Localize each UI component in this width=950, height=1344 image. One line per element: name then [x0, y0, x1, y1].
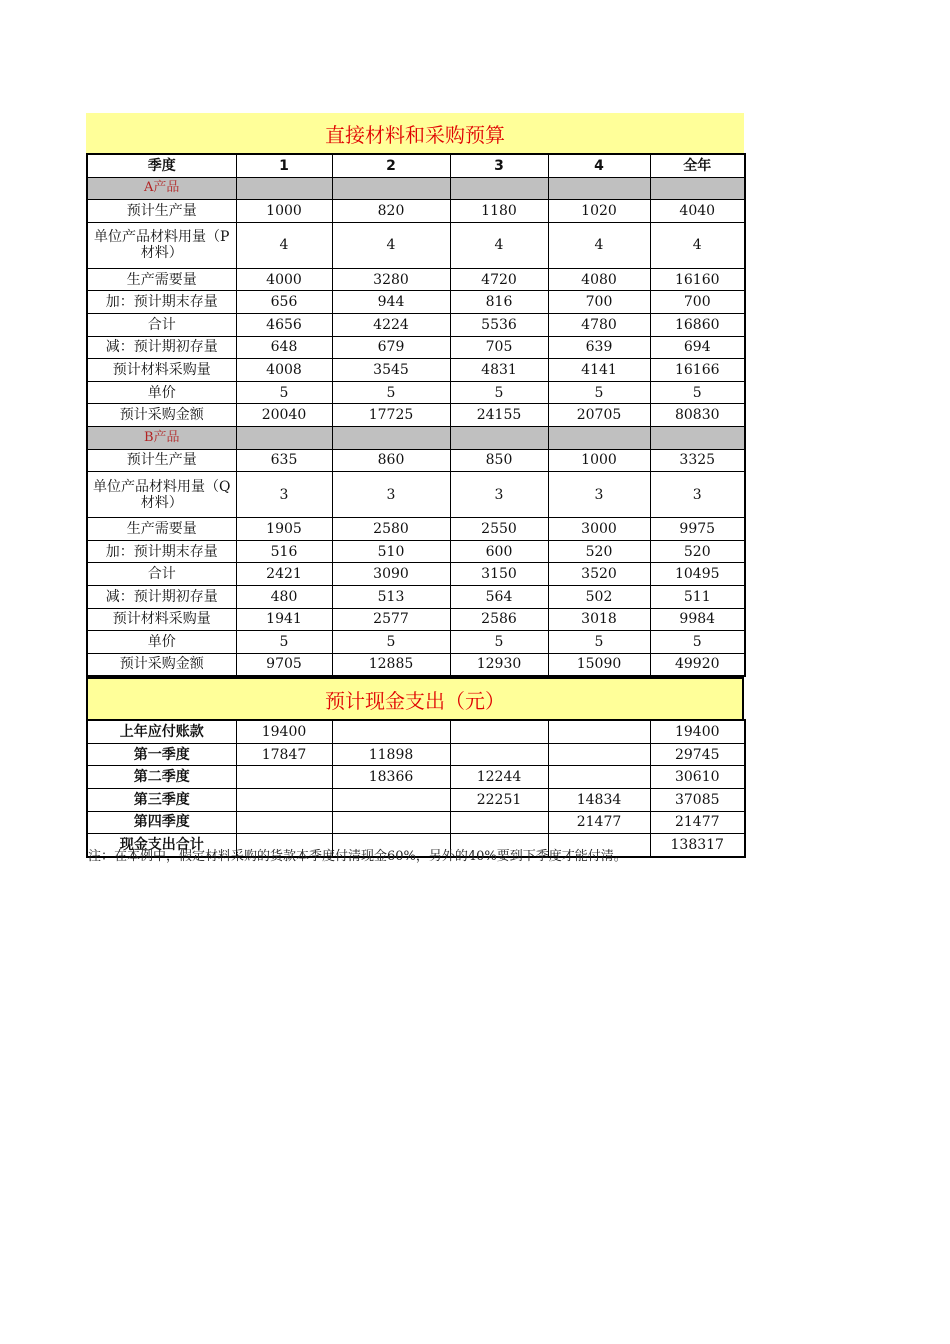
cash-value-cell: 18366 [332, 766, 450, 789]
value-cell: 564 [450, 585, 548, 608]
value-cell: 5 [548, 381, 650, 404]
value-cell: 656 [236, 291, 332, 314]
value-cell: 4831 [450, 359, 548, 382]
cash-value-cell: 14834 [548, 789, 650, 812]
table-row [87, 313, 745, 336]
cash-value-cell: 19400 [650, 720, 745, 743]
value-cell: 3000 [548, 518, 650, 541]
row-label: 生产需要量 [87, 268, 236, 291]
value-cell: 5 [332, 631, 450, 654]
cash-value-cell [450, 811, 548, 834]
table-row [87, 359, 745, 382]
value-cell: 1905 [236, 518, 332, 541]
value-cell: 694 [650, 336, 745, 359]
cash-value-cell [332, 789, 450, 812]
section-empty-cell [332, 426, 450, 449]
value-cell: 4008 [236, 359, 332, 382]
value-cell: 502 [548, 585, 650, 608]
cash-value-cell: 21477 [650, 811, 745, 834]
header-row [87, 154, 745, 177]
section-empty-cell [236, 426, 332, 449]
cash-title: 预计现金支出（元） [86, 677, 744, 719]
cash-row-label: 现金支出合计 [87, 834, 236, 857]
row-label: 减：预计期初存量 [87, 336, 236, 359]
table-row [87, 472, 745, 518]
value-cell: 9705 [236, 653, 332, 676]
section-label: B产品 [87, 426, 236, 449]
table-row [87, 381, 745, 404]
value-cell: 639 [548, 336, 650, 359]
row-label: 合计 [87, 313, 236, 336]
cash-value-cell: 30610 [650, 766, 745, 789]
value-cell: 1000 [548, 449, 650, 472]
row-label: 预计生产量 [87, 200, 236, 223]
header-cell: 季度 [87, 154, 236, 177]
value-cell: 20040 [236, 404, 332, 427]
row-label: 预计采购金额 [87, 653, 236, 676]
section-empty-cell [650, 177, 745, 200]
value-cell: 3545 [332, 359, 450, 382]
value-cell: 480 [236, 585, 332, 608]
value-cell: 4 [332, 222, 450, 268]
value-cell: 520 [650, 540, 745, 563]
cash-row [87, 766, 745, 789]
value-cell: 5 [236, 381, 332, 404]
cash-value-cell: 29745 [650, 743, 745, 766]
table-row [87, 336, 745, 359]
value-cell: 1000 [236, 200, 332, 223]
table-row [87, 585, 745, 608]
value-cell: 9975 [650, 518, 745, 541]
value-cell: 3325 [650, 449, 745, 472]
table-row [87, 268, 745, 291]
cash-value-cell: 21477 [548, 811, 650, 834]
value-cell: 5 [450, 381, 548, 404]
row-label: 合计 [87, 563, 236, 586]
row-label: 生产需要量 [87, 518, 236, 541]
cash-value-cell: 138317 [650, 834, 745, 857]
value-cell: 944 [332, 291, 450, 314]
table-row [87, 563, 745, 586]
row-label: 预计材料采购量 [87, 608, 236, 631]
cash-value-cell [332, 811, 450, 834]
cash-row [87, 811, 745, 834]
section-empty-cell [548, 177, 650, 200]
value-cell: 16860 [650, 313, 745, 336]
cash-row-label: 第二季度 [87, 766, 236, 789]
value-cell: 3090 [332, 563, 450, 586]
budget-sheet [86, 113, 744, 858]
value-cell: 20705 [548, 404, 650, 427]
row-label: 减：预计期初存量 [87, 585, 236, 608]
row-label: 单位产品材料用量（P材料） [87, 222, 236, 268]
cash-value-cell: 12244 [450, 766, 548, 789]
value-cell: 511 [650, 585, 745, 608]
value-cell: 1180 [450, 200, 548, 223]
cash-value-cell: 11898 [332, 743, 450, 766]
value-cell: 4040 [650, 200, 745, 223]
cash-value-cell [236, 811, 332, 834]
value-cell: 5 [332, 381, 450, 404]
row-label: 单位产品材料用量（Q材料） [87, 472, 236, 518]
header-cell: 3 [450, 154, 548, 177]
section-empty-cell [332, 177, 450, 200]
table-row [87, 222, 745, 268]
cash-row [87, 743, 745, 766]
value-cell: 513 [332, 585, 450, 608]
row-label: 单价 [87, 381, 236, 404]
section-row [87, 426, 745, 449]
cash-value-cell: 22251 [450, 789, 548, 812]
cash-value-cell: 37085 [650, 789, 745, 812]
value-cell: 4224 [332, 313, 450, 336]
value-cell: 2421 [236, 563, 332, 586]
row-label: 加：预计期末存量 [87, 291, 236, 314]
cash-value-cell: 19400 [236, 720, 332, 743]
value-cell: 635 [236, 449, 332, 472]
value-cell: 2586 [450, 608, 548, 631]
cash-row [87, 720, 745, 743]
value-cell: 679 [332, 336, 450, 359]
row-label: 预计生产量 [87, 449, 236, 472]
value-cell: 49920 [650, 653, 745, 676]
cash-row-label: 第四季度 [87, 811, 236, 834]
value-cell: 5 [548, 631, 650, 654]
table-row [87, 200, 745, 223]
value-cell: 4720 [450, 268, 548, 291]
value-cell: 4000 [236, 268, 332, 291]
cash-value-cell [548, 720, 650, 743]
cash-table [86, 719, 746, 858]
value-cell: 700 [548, 291, 650, 314]
value-cell: 3 [650, 472, 745, 518]
cash-value-cell [236, 766, 332, 789]
footnote: 注：在本例中，假定材料采购的货款本季度付清现金60%，另外的40%要到下季度才能付清。 [88, 849, 627, 864]
value-cell: 4656 [236, 313, 332, 336]
row-label: 加：预计期末存量 [87, 540, 236, 563]
row-label: 单价 [87, 631, 236, 654]
header-cell: 2 [332, 154, 450, 177]
value-cell: 15090 [548, 653, 650, 676]
value-cell: 10495 [650, 563, 745, 586]
value-cell: 9984 [650, 608, 745, 631]
section-empty-cell [548, 426, 650, 449]
value-cell: 600 [450, 540, 548, 563]
value-cell: 5536 [450, 313, 548, 336]
value-cell: 1020 [548, 200, 650, 223]
cash-row [87, 789, 745, 812]
cash-row-label: 上年应付账款 [87, 720, 236, 743]
value-cell: 3520 [548, 563, 650, 586]
table-row [87, 653, 745, 676]
table-row [87, 404, 745, 427]
header-cell: 4 [548, 154, 650, 177]
cash-value-cell [450, 743, 548, 766]
value-cell: 860 [332, 449, 450, 472]
value-cell: 516 [236, 540, 332, 563]
value-cell: 2550 [450, 518, 548, 541]
value-cell: 700 [650, 291, 745, 314]
value-cell: 3 [332, 472, 450, 518]
value-cell: 2577 [332, 608, 450, 631]
value-cell: 1941 [236, 608, 332, 631]
value-cell: 12930 [450, 653, 548, 676]
table-row [87, 540, 745, 563]
section-empty-cell [450, 177, 548, 200]
table-row [87, 449, 745, 472]
cash-value-cell [332, 720, 450, 743]
section-empty-cell [650, 426, 745, 449]
cash-value-cell [236, 789, 332, 812]
cash-row-label: 第一季度 [87, 743, 236, 766]
value-cell: 816 [450, 291, 548, 314]
value-cell: 4780 [548, 313, 650, 336]
cash-value-cell: 17847 [236, 743, 332, 766]
cash-value-cell [450, 720, 548, 743]
value-cell: 5 [450, 631, 548, 654]
value-cell: 850 [450, 449, 548, 472]
value-cell: 4 [548, 222, 650, 268]
value-cell: 17725 [332, 404, 450, 427]
value-cell: 12885 [332, 653, 450, 676]
value-cell: 3 [548, 472, 650, 518]
value-cell: 4080 [548, 268, 650, 291]
cash-value-cell [548, 766, 650, 789]
table-row [87, 608, 745, 631]
value-cell: 820 [332, 200, 450, 223]
cash-value-cell [548, 743, 650, 766]
value-cell: 5 [650, 381, 745, 404]
budget-title: 直接材料和采购预算 [86, 113, 744, 153]
section-empty-cell [236, 177, 332, 200]
value-cell: 80830 [650, 404, 745, 427]
value-cell: 2580 [332, 518, 450, 541]
row-label: 预计材料采购量 [87, 359, 236, 382]
value-cell: 4 [236, 222, 332, 268]
value-cell: 705 [450, 336, 548, 359]
value-cell: 520 [548, 540, 650, 563]
table-row [87, 291, 745, 314]
value-cell: 3 [236, 472, 332, 518]
value-cell: 16160 [650, 268, 745, 291]
value-cell: 4 [450, 222, 548, 268]
header-cell: 1 [236, 154, 332, 177]
table-row [87, 631, 745, 654]
value-cell: 3280 [332, 268, 450, 291]
materials-table [86, 153, 746, 677]
section-empty-cell [450, 426, 548, 449]
value-cell: 24155 [450, 404, 548, 427]
table-row [87, 518, 745, 541]
value-cell: 4141 [548, 359, 650, 382]
value-cell: 3018 [548, 608, 650, 631]
value-cell: 3150 [450, 563, 548, 586]
section-row [87, 177, 745, 200]
value-cell: 3 [450, 472, 548, 518]
header-cell: 全年 [650, 154, 745, 177]
cash-row-label: 第三季度 [87, 789, 236, 812]
value-cell: 16166 [650, 359, 745, 382]
value-cell: 5 [236, 631, 332, 654]
row-label: 预计采购金额 [87, 404, 236, 427]
value-cell: 510 [332, 540, 450, 563]
section-label: A产品 [87, 177, 236, 200]
value-cell: 4 [650, 222, 745, 268]
value-cell: 648 [236, 336, 332, 359]
value-cell: 5 [650, 631, 745, 654]
